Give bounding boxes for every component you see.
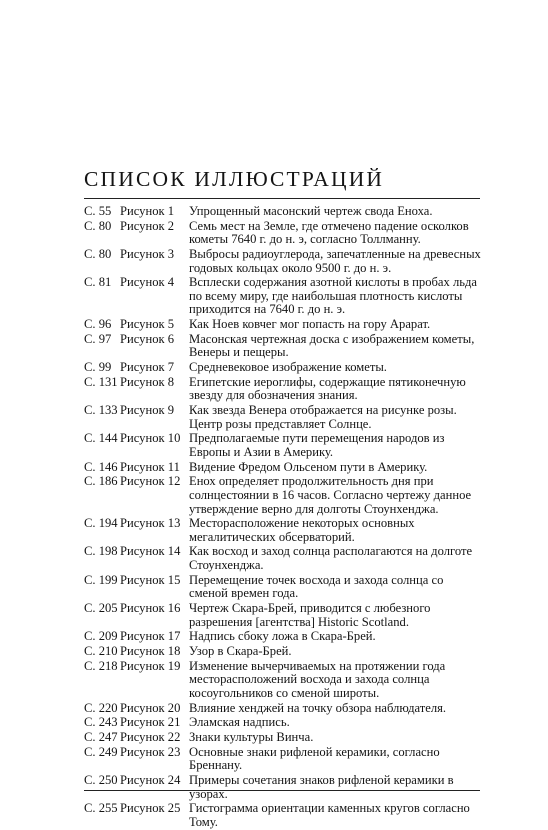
figure-number: Рисунок 3 (120, 246, 175, 261)
figure-number: Рисунок 2 (120, 218, 175, 233)
page-number: С. 199 (84, 572, 118, 587)
page-number: С. 249 (84, 744, 118, 759)
figure-number: Рисунок 24 (120, 772, 181, 787)
list-item (84, 404, 482, 431)
figure-number: Рисунок 25 (120, 801, 181, 816)
page-number: С. 250 (84, 772, 118, 787)
bottom-rule (84, 790, 480, 791)
figure-number: Рисунок 18 (120, 644, 181, 658)
figure-caption: Как звезда Венера отображается на рисунке розы. Центр розы представляет Солнце. (189, 403, 457, 431)
illustrations-list (84, 205, 482, 830)
list-item (84, 574, 482, 601)
figure-number: Рисунок 13 (120, 516, 181, 531)
page-number: С. 97 (84, 331, 112, 346)
page-number: С. 220 (84, 700, 118, 715)
list-item (84, 376, 482, 403)
list-item (84, 361, 482, 375)
figure-caption: Чертеж Скара-Брей, приводится с любезного разрешения [агентства] Historic Scotland. (189, 601, 431, 629)
page-title: СПИСОК ИЛЛЮСТРАЦИЙ (84, 167, 385, 191)
page-number: С. 144 (84, 431, 118, 446)
page-number: С. 198 (84, 544, 118, 559)
list-item (84, 333, 482, 360)
figure-caption: Видение Фредом Ольсеном пути в Америку. (189, 459, 428, 474)
figure-number: Рисунок 16 (120, 601, 181, 616)
figure-caption: Основные знаки рифленой керамики, согласно Бреннану. (189, 744, 440, 773)
figure-caption: Семь мест на Земле, где отмечено падение осколков кометы 7640 г. до н. э, согласно Толлманну. (189, 218, 469, 247)
page-number: С. 218 (84, 658, 118, 673)
figure-number: Рисунок 10 (120, 431, 181, 446)
list-item (84, 318, 482, 332)
figure-caption: Гистограмма ориентации каменных кругов согласно Тому. (189, 801, 470, 829)
list-item (84, 545, 482, 572)
figure-caption: Как Ноев ковчег мог попасть на гору Арарат. (189, 317, 431, 332)
list-item (84, 276, 482, 317)
figure-caption: Надпись сбоку ложа в Скара-Брей. (189, 629, 376, 644)
page-number: С. 186 (84, 474, 118, 489)
page-number: С. 55 (84, 204, 112, 218)
list-item (84, 220, 482, 247)
page-number: С. 81 (84, 275, 112, 290)
list-item (84, 602, 482, 629)
list-item (84, 517, 482, 544)
figure-number: Рисунок 20 (120, 700, 181, 715)
list-item (84, 630, 482, 644)
figure-caption: Как восход и заход солнца располагаются на долготе Стоунхенджа. (189, 544, 473, 573)
figure-caption: Енох определяет продолжительность дня при солнцестоянии в 16 часов. Согласно чертежу данное утверждение верно для долготы Стоунхенджа. (189, 474, 472, 516)
figure-number: Рисунок 22 (120, 729, 181, 744)
page-number: С. 80 (84, 218, 112, 233)
page-number: С. 243 (84, 715, 118, 730)
figure-number: Рисунок 6 (120, 331, 175, 346)
list-item (84, 746, 482, 773)
figure-caption: Масонская чертежная доска с изображением кометы, Венеры и пещеры. (189, 331, 475, 360)
figure-number: Рисунок 17 (120, 629, 181, 644)
figure-number: Рисунок 5 (120, 317, 175, 332)
figure-number: Рисунок 9 (120, 403, 175, 418)
page-number: С. 247 (84, 729, 118, 744)
list-item (84, 702, 482, 716)
figure-caption: Влияние хенджей на точку обзора наблюдателя. (189, 700, 447, 715)
figure-caption: Изменение вычерчиваемых на протяжении года месторасположений восхода и захода солнца косоугольников со сменой широты. (189, 658, 446, 700)
list-item (84, 248, 482, 275)
page-number: С. 146 (84, 459, 118, 474)
figure-caption: Всплески содержания азотной кислоты в пробах льда по всему миру, где наибольшая плотность кислоты приходится на 7640 г. до н. э. (189, 275, 477, 317)
figure-caption: Примеры сочетания знаков рифленой керамики в узорах. (189, 772, 454, 801)
figure-caption: Выбросы радиоуглерода, запечатленные на древесных годовых кольцах около 9500 г. до н. э. (189, 246, 481, 275)
page-number: С. 80 (84, 246, 112, 261)
figure-caption: Египетские иероглифы, содержащие пятиконечную звезду для обозначения знания. (189, 374, 466, 403)
figure-caption: Средневековое изображение кометы. (189, 360, 387, 375)
list-item (84, 645, 482, 659)
title-rule (84, 198, 480, 199)
page-number: С. 209 (84, 629, 118, 644)
figure-number: Рисунок 8 (120, 374, 175, 389)
figure-number: Рисунок 1 (120, 204, 175, 218)
figure-caption: Узор в Скара-Брей. (189, 644, 292, 658)
list-item (84, 774, 482, 801)
list-item (84, 716, 482, 730)
list-item (84, 731, 482, 745)
list-item (84, 205, 482, 219)
figure-caption: Эламская надпись. (189, 715, 290, 730)
list-item (84, 802, 482, 829)
page-number: С. 99 (84, 360, 112, 375)
figure-number: Рисунок 23 (120, 744, 181, 759)
figure-number: Рисунок 14 (120, 544, 181, 559)
figure-number: Рисунок 21 (120, 715, 181, 730)
page-number: С. 133 (84, 403, 118, 418)
figure-caption: Предполагаемые пути перемещения народов из Европы и Азии в Америку. (189, 431, 445, 459)
list-item (84, 475, 482, 516)
figure-number: Рисунок 19 (120, 658, 181, 673)
list-item (84, 432, 482, 459)
figure-number: Рисунок 7 (120, 360, 175, 375)
page-number: С. 205 (84, 601, 118, 616)
figure-caption: Перемещение точек восхода и захода солнца со сменой времен года. (189, 572, 444, 601)
figure-number: Рисунок 15 (120, 572, 181, 587)
figure-number: Рисунок 4 (120, 275, 175, 290)
figure-number: Рисунок 12 (120, 474, 181, 489)
list-item (84, 660, 482, 701)
page-number: С. 194 (84, 516, 118, 531)
page-number: С. 96 (84, 317, 112, 332)
list-item (84, 461, 482, 475)
figure-caption: Упрощенный масонский чертеж свода Еноха. (189, 204, 433, 218)
figure-caption: Знаки культуры Винча. (189, 729, 314, 744)
figure-caption: Месторасположение некоторых основных мегалитических обсерваторий. (189, 516, 415, 544)
figure-number: Рисунок 11 (120, 459, 180, 474)
page-number: С. 210 (84, 644, 118, 658)
page-number: С. 255 (84, 801, 118, 816)
page-number: С. 131 (84, 374, 118, 389)
